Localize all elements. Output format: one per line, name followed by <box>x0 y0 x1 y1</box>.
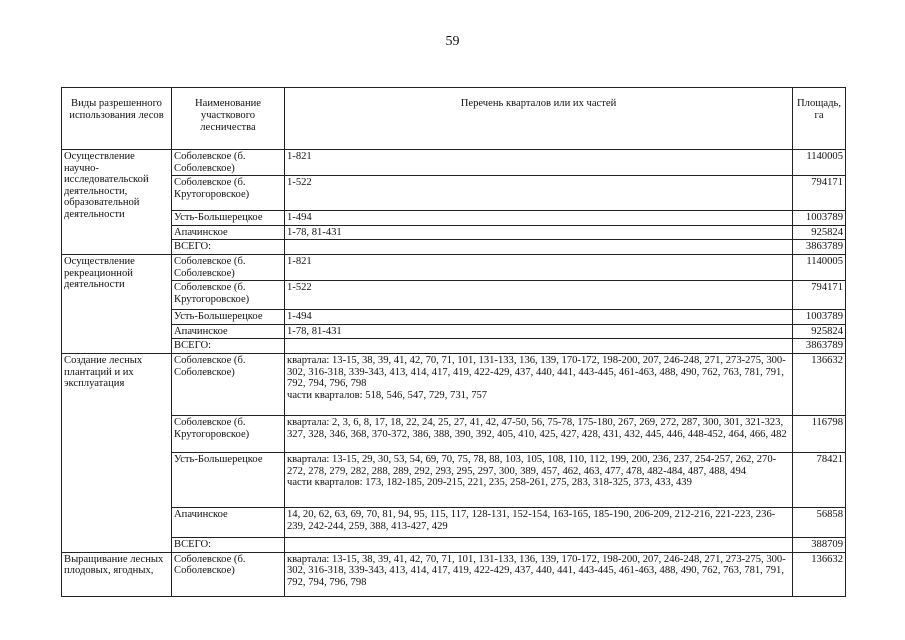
total-area: 3863789 <box>793 240 846 255</box>
quarters-cell <box>285 507 793 537</box>
district-cell: Соболевское (б. Соболевское) <box>172 254 285 280</box>
table-row <box>62 281 846 310</box>
header-quarters: Перечень кварталов или их частей <box>285 88 793 150</box>
district-cell: Усть-Большерецкое <box>172 310 285 325</box>
quarters-cell: 1-494 <box>285 211 793 226</box>
total-row <box>62 339 846 354</box>
quarters-cell: 1-821 <box>285 254 793 280</box>
total-label: ВСЕГО: <box>172 240 285 255</box>
quarters-cell: 1-821 <box>285 150 793 176</box>
quarters-list: квартала: 2, 3, 6, 8, 17, 18, 22, 24, 25, 27, 41, 42, 47-50, 56, 75-78, 175-180, 267, 269, 272, 287, 300, 301, 321-323, 327, 328, 346, 368, 370-372, 386, 388, 390, 392, 405, 410, 425, 427, 428, 431, 432, 445, 446, 448-452, 464, 466, 482 <box>287 416 787 440</box>
table-row <box>62 254 846 280</box>
district-cell: Соболевское (б. Соболевское) <box>172 353 285 415</box>
district-cell: Соболевское (б. Крутогоровское) <box>172 281 285 310</box>
district-cell: Соболевское (б. Крутогоровское) <box>172 415 285 452</box>
quarters-cell: 1-78, 81-431 <box>285 324 793 339</box>
area-cell: 925824 <box>793 324 846 339</box>
district-cell: Усть-Большерецкое <box>172 452 285 507</box>
header-district: Наименование участкового лесничества <box>172 88 285 150</box>
quarters-cell: квартала: 13-15, 38, 39, 41, 42, 70, 71, 101, 131-133, 136, 139, 170-172, 198-200, 207, 246-248, 271, 273-275, 300-302, 316-318, 339-343, 413, 414, 417, 419, 422-429, 437, 440, 441, 443-445, 461-463, 488, 490, 762, 763, 781, 791, 792, 794, 796, 798 <box>285 552 793 596</box>
quarters-parts: части кварталов: 518, 546, 547, 729, 731, 757 <box>287 389 488 401</box>
district-cell: Апачинское <box>172 225 285 240</box>
total-label: ВСЕГО: <box>172 537 285 552</box>
table-row <box>62 225 846 240</box>
quarters-cell-empty <box>285 537 793 552</box>
total-area: 3863789 <box>793 339 846 354</box>
quarters-list: квартала: 13-15, 38, 39, 41, 42, 70, 71, 101, 131-133, 136, 139, 170-172, 198-200, 207, 246-248, 271, 273-275, 300-302, 316-318, 339-343, 413, 414, 417, 419, 422-429, 437, 440, 441, 443-445, 461-463, 488, 490, 762, 763, 781, 791, 792, 794, 796, 798 <box>287 354 786 390</box>
quarters-parts: части кварталов: 173, 182-185, 209-215, 221, 235, 258-261, 275, 283, 318-325, 373, 433, 439 <box>287 477 692 489</box>
area-cell: 1140005 <box>793 254 846 280</box>
area-cell: 116798 <box>793 415 846 452</box>
area-cell: 136632 <box>793 552 846 596</box>
table-row <box>62 452 846 507</box>
total-row <box>62 240 846 255</box>
district-cell: Соболевское (б. Крутогоровское) <box>172 176 285 211</box>
header-area: Площадь, га <box>793 88 846 150</box>
quarters-cell: 1-522 <box>285 176 793 211</box>
total-area: 388709 <box>793 537 846 552</box>
quarters-cell: 1-78, 81-431 <box>285 225 793 240</box>
table-row <box>62 415 846 452</box>
quarters-cell <box>285 415 793 452</box>
table-row <box>62 324 846 339</box>
quarters-cell-empty <box>285 240 793 255</box>
area-cell: 1140005 <box>793 150 846 176</box>
total-label: ВСЕГО: <box>172 339 285 354</box>
use-type-cell: Выращивание лесных плодовых, ягодных, <box>62 552 172 596</box>
district-cell: Соболевское (б. Соболевское) <box>172 552 285 596</box>
area-cell: 1003789 <box>793 211 846 226</box>
quarters-cell <box>285 452 793 507</box>
quarters-list: 14, 20, 62, 63, 69, 70, 81, 94, 95, 115, 117, 128-131, 152-154, 163-165, 185-190, 206-209, 212-216, 221-223, 236-239, 242-244, 259, 388, 413-427, 429 <box>287 508 776 532</box>
page-number: 59 <box>445 34 460 49</box>
quarters-cell <box>285 353 793 415</box>
area-cell: 794171 <box>793 176 846 211</box>
header-use-type: Виды разрешенного использования лесов <box>62 88 172 150</box>
district-cell: Усть-Большерецкое <box>172 211 285 226</box>
table-row <box>62 507 846 537</box>
quarters-cell: 1-522 <box>285 281 793 310</box>
table-row <box>62 552 846 596</box>
quarters-list: квартала: 13-15, 29, 30, 53, 54, 69, 70, 75, 78, 88, 103, 105, 108, 110, 112, 199, 200, 236, 237, 254-257, 262, 270-272, 278, 279, 282, 288, 289, 292, 293, 295, 297, 300, 389, 457, 462, 463, 477, 478, 482-484, 487, 488, 494 <box>287 453 777 477</box>
district-cell: Апачинское <box>172 507 285 537</box>
area-cell: 56858 <box>793 507 846 537</box>
table-header-row <box>62 88 846 150</box>
area-cell: 925824 <box>793 225 846 240</box>
total-row <box>62 537 846 552</box>
quarters-cell-empty <box>285 339 793 354</box>
forest-use-table <box>61 87 846 597</box>
area-cell: 78421 <box>793 452 846 507</box>
table-row <box>62 150 846 176</box>
area-cell: 794171 <box>793 281 846 310</box>
area-cell: 136632 <box>793 353 846 415</box>
use-type-cell: Создание лесных плантаций и их эксплуатация <box>62 353 172 552</box>
district-cell: Апачинское <box>172 324 285 339</box>
table-row <box>62 310 846 325</box>
district-cell: Соболевское (б. Соболевское) <box>172 150 285 176</box>
use-type-cell: Осуществление научно-исследовательской деятельности, образовательной деятельности <box>62 150 172 255</box>
use-type-cell: Осуществление рекреационной деятельности <box>62 254 172 353</box>
table-row <box>62 353 846 415</box>
area-cell: 1003789 <box>793 310 846 325</box>
table-row <box>62 176 846 211</box>
quarters-cell: 1-494 <box>285 310 793 325</box>
table-row <box>62 211 846 226</box>
